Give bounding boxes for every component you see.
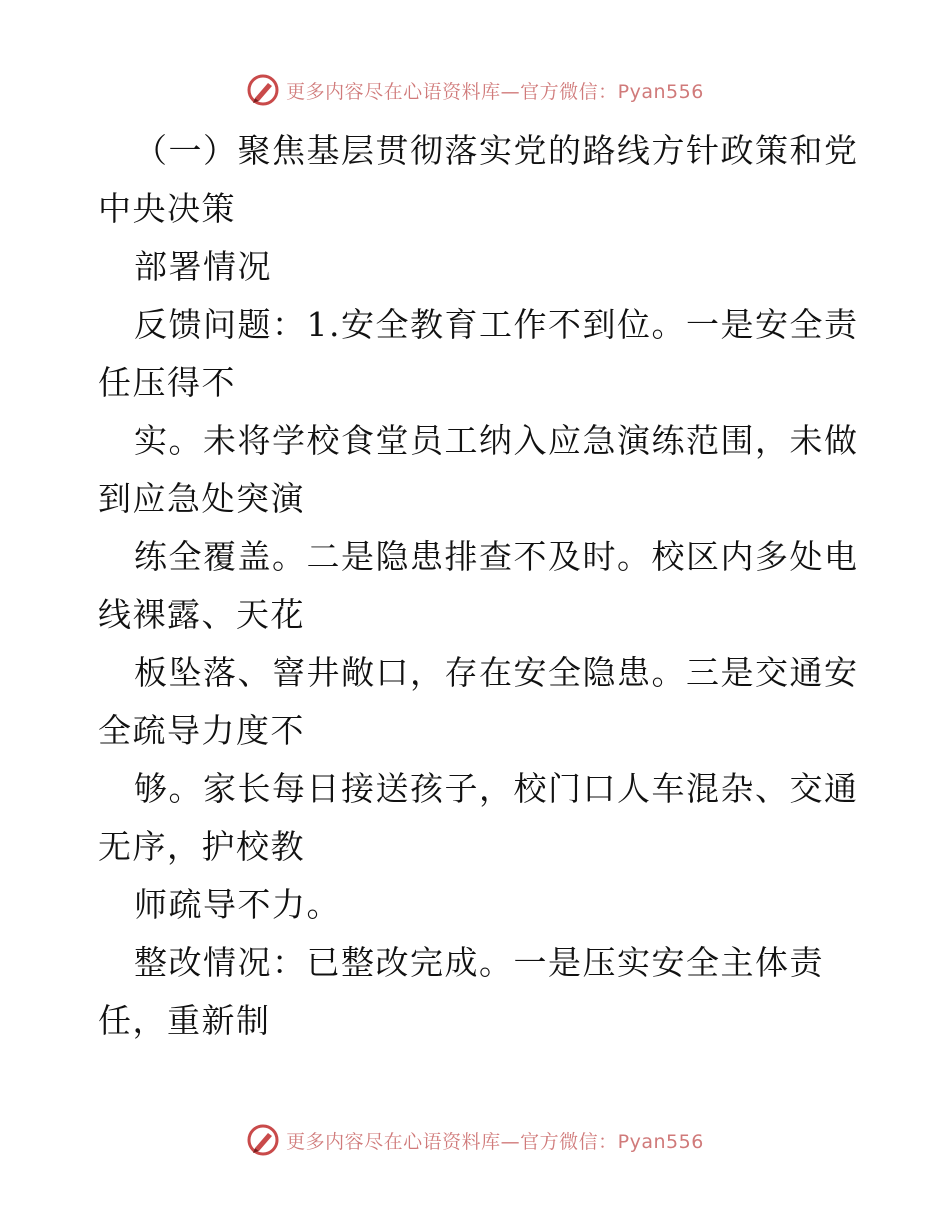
header-banner (0, 70, 950, 110)
body-line: （一）聚焦基层贯彻落实党的路线方针政策和党 (134, 131, 859, 170)
pen-logo-icon (246, 1123, 280, 1157)
body-line: 反馈问题：1.安全教育工作不到位。一是安全责 (134, 305, 859, 344)
document-body (98, 122, 858, 1050)
body-line: 整改情况：已整改完成。一是压实安全主体责 (134, 943, 824, 982)
body-line: 板坠落、窨井敞口，存在安全隐患。三是交通安 (134, 653, 859, 692)
body-line: 线裸露、天花 (98, 595, 305, 634)
body-line: 部署情况 (134, 247, 272, 286)
body-line: 到应急处突演 (98, 479, 305, 518)
body-line: 够。家长每日接送孩子，校门口人车混杂、交通 (134, 769, 859, 808)
pen-logo-icon (246, 73, 280, 107)
footer-banner-text: 更多内容尽在心语资料库—官方微信：Pyan556 (286, 1130, 704, 1153)
body-line: 师疏导不力。 (134, 885, 341, 924)
body-line: 任压得不 (98, 363, 236, 402)
body-line: 练全覆盖。二是隐患排查不及时。校区内多处电 (134, 537, 859, 576)
body-line: 全疏导力度不 (98, 711, 305, 750)
header-banner-text: 更多内容尽在心语资料库—官方微信：Pyan556 (286, 80, 704, 103)
body-line: 无序，护校教 (98, 827, 305, 866)
body-line: 中央决策 (98, 189, 236, 228)
body-line: 任，重新制 (98, 1001, 271, 1040)
footer-banner (0, 1120, 950, 1160)
body-line: 实。未将学校食堂员工纳入应急演练范围，未做 (134, 421, 859, 460)
